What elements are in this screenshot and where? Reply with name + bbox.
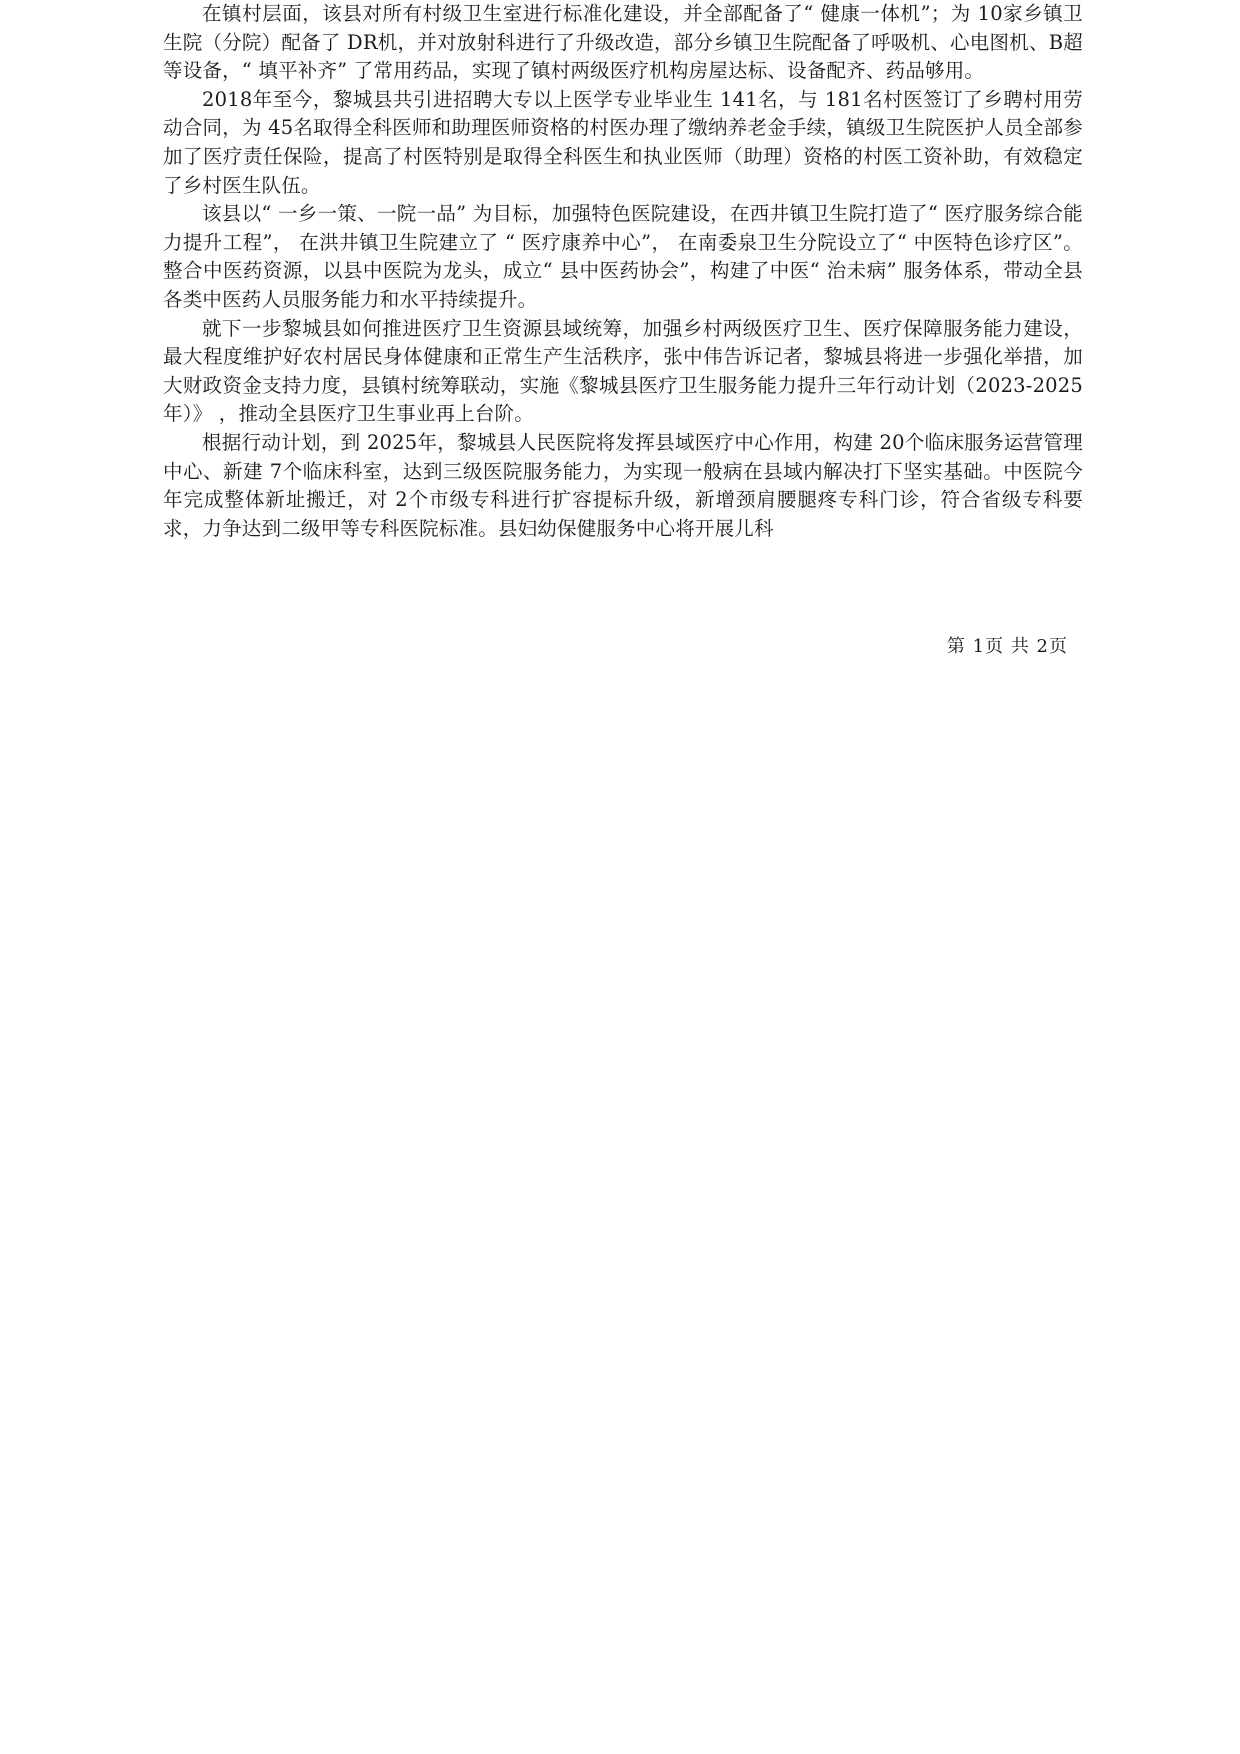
- paragraph-2: 2018年至今，黎城县共引进招聘大专以上医学专业毕业生 141名，与 181名村医签订了乡聘村用劳动合同，为 45名取得全科医师和助理医师资格的村医办理了缴纳养老金手续，镇级卫生院医护人员全部参加了医疗责任保险，提高了村医特别是取得全科医生和执业医师（助理）资格的村医工资补助，有效稳定了乡村医生队伍。: [163, 87, 1083, 197]
- paragraph-4: 就下一步黎城县如何推进医疗卫生资源县域统筹，加强乡村两级医疗卫生、医疗保障服务能力建设，最大程度维护好农村居民身体健康和正常生产生活秩序，张中伟告诉记者，黎城县将进一步强化举措，加大财政资金支持力度，县镇村统筹联动，实施《黎城县医疗卫生服务能力提升三年行动计划（2023-2025年）》 ，推动全县医疗卫生事业再上台阶。: [163, 316, 1083, 426]
- paragraph-1: 在镇村层面，该县对所有村级卫生室进行标准化建设，并全部配备了“ 健康一体机”；为 10家乡镇卫生院（分院）配备了 DR机，并对放射科进行了升级改造，部分乡镇卫生院配备了呼吸机、心电图机、B超等设备，“ 填平补齐” 了常用药品，实现了镇村两级医疗机构房屋达标、设备配齐、药品够用。: [163, 2, 1083, 83]
- paragraph-5: 根据行动计划，到 2025年，黎城县人民医院将发挥县域医疗中心作用，构建 20个临床服务运营管理中心、新建 7个临床科室，达到三级医院服务能力，为实现一般病在县域内解决打下坚实基础。中医院今年完成整体新址搬迁，对 2个市级专科进行扩容提标升级，新增颈肩腰腿疼专科门诊，符合省级专科要求，力争达到二级甲等专科医院标准。县妇幼保健服务中心将开展儿科: [163, 430, 1083, 540]
- page-number-footer: 第 1页 共 2页: [946, 636, 1068, 657]
- paragraph-3: 该县以“ 一乡一策、一院一品” 为目标，加强特色医院建设，在西井镇卫生院打造了“ 医疗服务综合能力提升工程”， 在洪井镇卫生院建立了 “ 医疗康养中心”， 在南委泉卫生分院设立了“ 中医特色诊疗区”。整合中医药资源，以县中医院为龙头，成立“ 县中医药协会”，构建了中医“ 治未病” 服务体系，带动全县各类中医药人员服务能力和水平持续提升。: [163, 202, 1083, 311]
- article-body: [163, 0, 1083, 543]
